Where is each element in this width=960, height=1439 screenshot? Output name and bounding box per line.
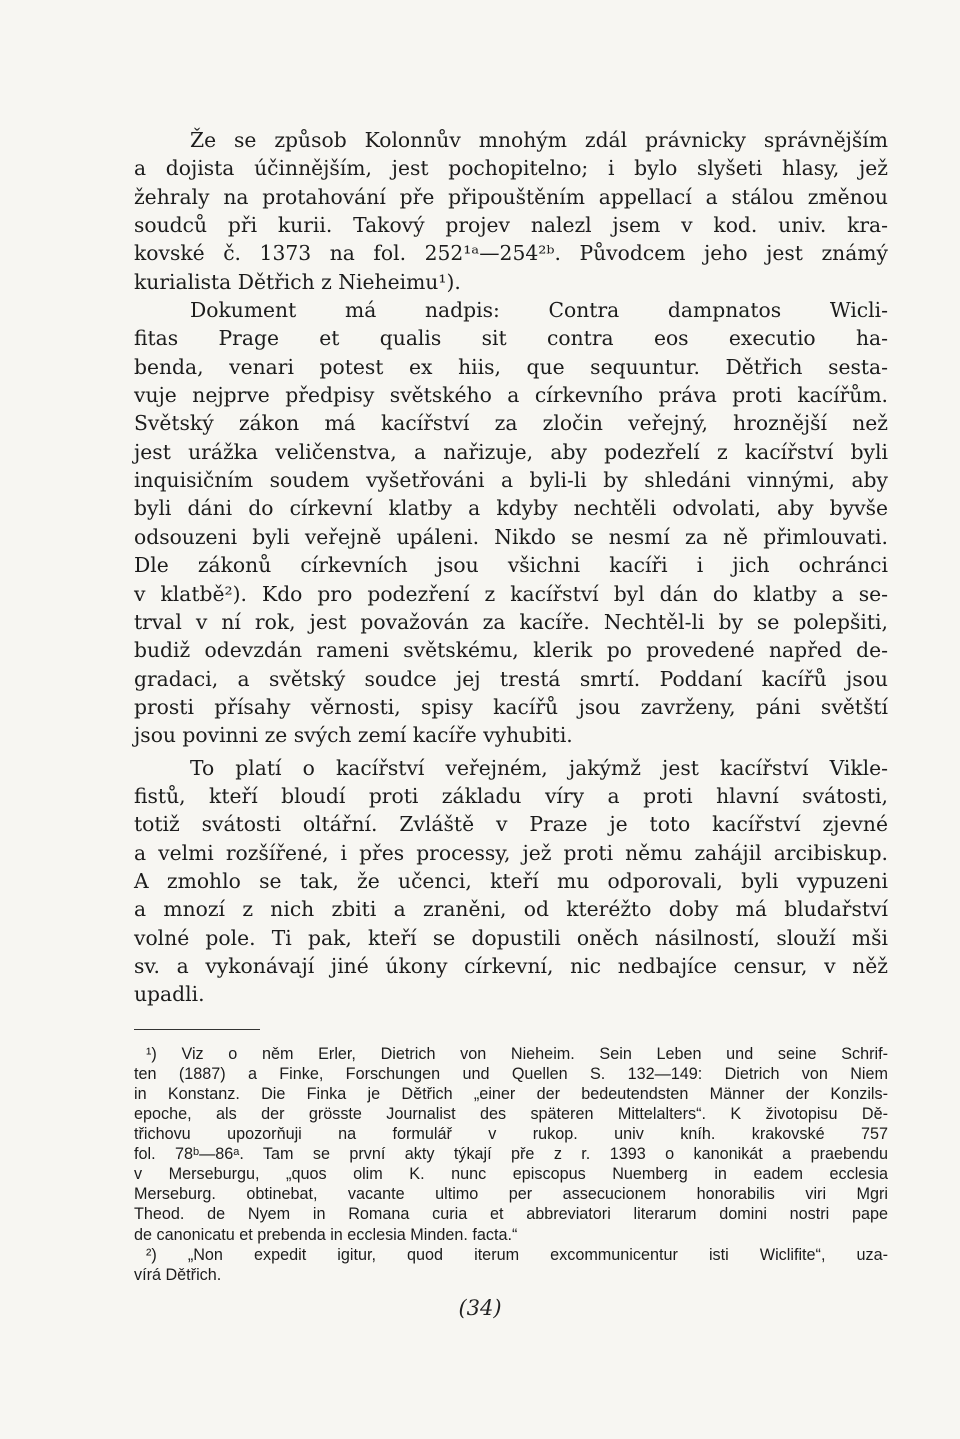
text-line: třichovu upozorňuji na formulář v rukop. univ kníh. krakovské 757 [134, 1125, 888, 1144]
text-line: sv. a vykonávají jiné úkony církevní, nic nedbajíce censur, v něž [134, 953, 888, 978]
text-line: de canonicatu et prebenda in ecclesia Minden. facta.“ [134, 1225, 518, 1244]
text-line: soudců při kurii. Takový projev nalezl jsem v kod. univ. kra- [134, 213, 888, 238]
text-line: To platí o kacířství veřejném, jakýmž jest kacířství Vikle- [190, 755, 888, 780]
text-line: a velmi rozšířené, i přes processy, jež proti němu zahájil arcibiskup. [134, 840, 888, 865]
footnote-2 [134, 1245, 888, 1285]
text-line: vírá Dětřich. [134, 1265, 222, 1284]
text-line: inquisičním soudem vyšetřováni a byli-li by shledáni vinnými, aby [134, 468, 888, 493]
text-line: fol. 78ᵇ—86ᵃ. Tam se první akty týkají pře z r. 1393 o kanonikát a praebendu [134, 1145, 888, 1164]
text-line: vuje nejprve předpisy světského a církevního práva proti kacířům. [134, 383, 888, 408]
paragraph-1 [134, 126, 888, 296]
text-line: in Konstanz. Die Finka je Dětřich „einer der bedeutendsten Männer der Konzils- [134, 1084, 888, 1103]
text-line: žehraly na protahování pře připouštěním appellací a stálou změnou [134, 184, 888, 209]
footnote-1 [134, 1044, 888, 1245]
text-line: kovské č. 1373 na fol. 252¹ᵃ—254²ᵇ. Původcem jeho jest známý [134, 241, 888, 266]
text-line: ¹) Viz o něm Erler, Dietrich von Nieheim. Sein Leben und seine Schrif- [146, 1044, 888, 1063]
text-line: jest urážka veličenstva, a nařizuje, aby podezřelí z kacířství byli [134, 439, 888, 464]
text-line: ten (1887) a Finke, Forschungen und Quellen S. 132—149: Dietrich von Niem [134, 1064, 888, 1083]
text-line: Theod. de Nyem in Romana curia et abbreviatori literarum domini nostri pape [134, 1205, 888, 1224]
text-line: jsou povinni ze svých zemí kacíře vyhubiti. [134, 723, 573, 748]
text-line: gradaci, a světský soudce jej trestá smrtí. Poddaní kacířů jsou [134, 666, 888, 691]
text-line: epoche, als der grösste Journalist des späteren Mittelalters“. K životopisu Dě- [134, 1104, 888, 1123]
text-line: byli dáni do církevní klatby a kdyby nechtěli odvolati, aby byvše [134, 496, 888, 521]
paragraph-2 [134, 296, 888, 750]
text-line: benda, venari potest ex hiis, que sequuntur. Dětřich sesta- [134, 354, 888, 379]
text-line: Že se způsob Kolonnův mnohým zdál právnicky správnějším [190, 128, 888, 152]
text-line: ²) „Non expedit igitur, quod iterum excommunicentur isti Wiclifite“, uza- [146, 1245, 888, 1264]
text-line: v Merseburgu, „quos olim K. nunc episcopus Nuemberg in eadem ecclesia [134, 1165, 888, 1184]
text-line: Světský zákon má kacířství za zločin veřejný, hroznější než [134, 411, 888, 436]
text-line: Dokument má nadpis: Contra dampnatos Wicli- [190, 298, 888, 323]
text-line: Dle zákonů církevních jsou všichni kacíři i jich ochránci [134, 553, 888, 578]
text-line: a dojista účinnějším, jest pochopitelno; i bylo slyšeti hlasy, jež [134, 156, 888, 181]
text-line: A zmohlo se tak, že učenci, kteří mu odporovali, byli vypuzeni [134, 868, 888, 893]
footnote-divider [134, 1029, 260, 1030]
text-line: a mnozí z nich zbiti a zraněni, od kteréžto doby má bludařství [134, 897, 888, 922]
text-line: upadli. [134, 982, 205, 1007]
text-line: prosti přísahy věrnosti, spisy kacířů jsou zavrženy, páni světští [134, 694, 888, 719]
text-line: kurialista Dětřich z Nieheimu¹). [134, 269, 461, 294]
paragraph-3 [134, 754, 888, 1009]
text-line: volné pole. Ti pak, kteří se dopustili oněch násilností, slouží mši [134, 925, 888, 950]
page-number: (34) [458, 1296, 502, 1320]
text-line: fitas Prage et qualis sit contra eos executio ha- [134, 326, 888, 351]
text-line: trval v ní rok, jest považován za kacíře. Nechtěl-li by se polepšiti, [134, 609, 888, 634]
text-line: odsouzeni byli veřejně upáleni. Nikdo se nesmí za ně přimlouvati. [134, 524, 888, 549]
text-line: Merseburg. obtinebat, vacante ultimo per assecucionem honorabilis viri Mgri [134, 1185, 888, 1204]
text-line: budiž odevzdán rameni světskému, klerik po provedené napřed de- [134, 638, 888, 663]
text-line: fistů, kteří bloudí proti základu víry a proti hlavní svátosti, [134, 783, 888, 808]
text-line: totiž svátosti oltářní. Zvláště v Praze je toto kacířství zjevné [134, 812, 888, 837]
page-body [134, 126, 888, 1285]
text-line: v klatbě²). Kdo pro podezření z kacířství byl dán do klatby a se- [134, 581, 888, 606]
